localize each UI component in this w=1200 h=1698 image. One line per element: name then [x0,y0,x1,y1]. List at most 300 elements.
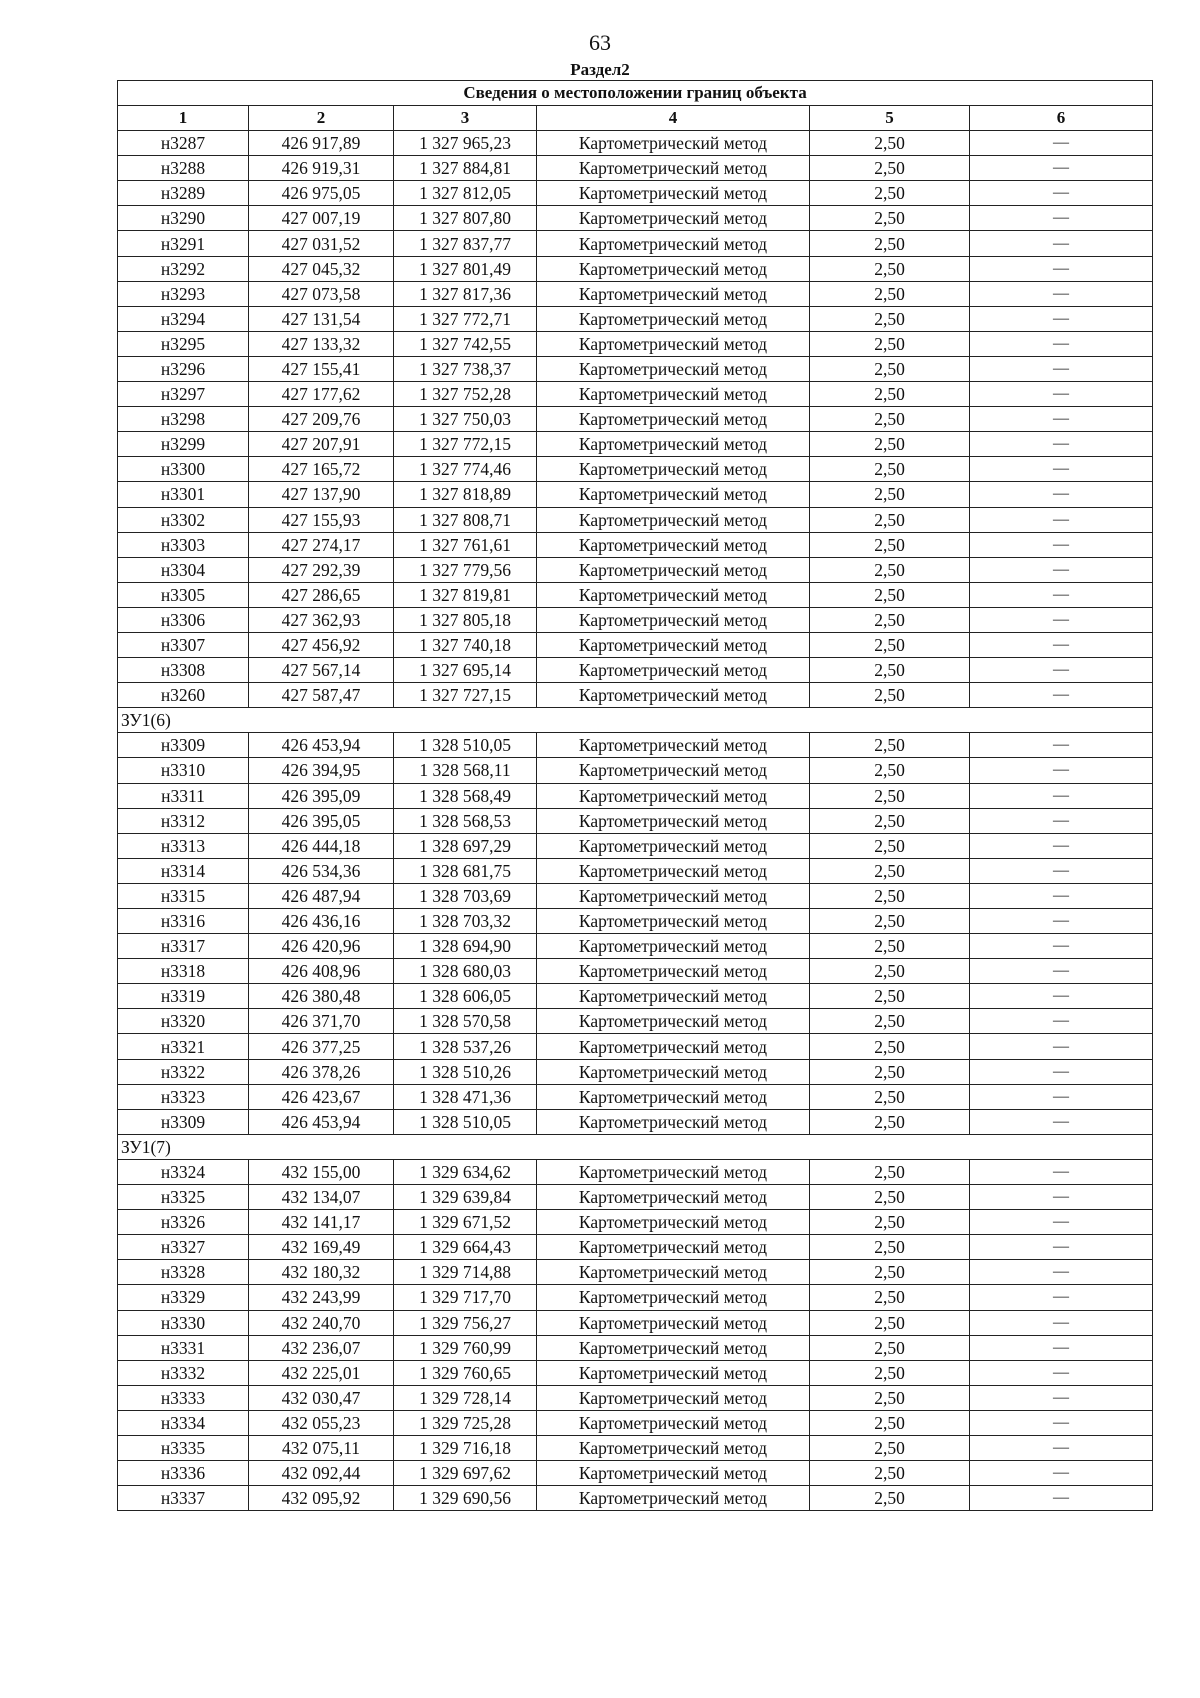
point-id-cell: н3316 [118,909,249,934]
note-cell: — [970,808,1153,833]
method-cell: Картометрический метод [537,306,810,331]
x-coordinate-cell: 426 394,95 [249,758,394,783]
table-row [118,1009,1153,1034]
x-coordinate-cell: 432 180,32 [249,1260,394,1285]
point-id-cell: н3309 [118,1109,249,1134]
table-row [118,407,1153,432]
accuracy-cell: 2,50 [810,632,970,657]
method-cell: Картометрический метод [537,1335,810,1360]
note-cell: — [970,758,1153,783]
point-id-cell: н3296 [118,356,249,381]
point-id-cell: н3317 [118,934,249,959]
point-id-cell: н3326 [118,1210,249,1235]
x-coordinate-cell: 427 567,14 [249,658,394,683]
point-id-cell: н3319 [118,984,249,1009]
accuracy-cell: 2,50 [810,658,970,683]
y-coordinate-cell: 1 329 728,14 [394,1385,537,1410]
note-cell: — [970,281,1153,306]
note-cell: — [970,1360,1153,1385]
table-row [118,1385,1153,1410]
method-cell: Картометрический метод [537,256,810,281]
x-coordinate-cell: 426 436,16 [249,909,394,934]
y-coordinate-cell: 1 327 772,71 [394,306,537,331]
point-id-cell: н3323 [118,1084,249,1109]
x-coordinate-cell: 427 073,58 [249,281,394,306]
y-coordinate-cell: 1 328 606,05 [394,984,537,1009]
accuracy-cell: 2,50 [810,1310,970,1335]
method-cell: Картометрический метод [537,758,810,783]
table-row [118,181,1153,206]
x-coordinate-cell: 427 362,93 [249,607,394,632]
table-row [118,1310,1153,1335]
note-cell: — [970,432,1153,457]
note-cell: — [970,683,1153,708]
y-coordinate-cell: 1 328 510,05 [394,733,537,758]
accuracy-cell: 2,50 [810,783,970,808]
y-coordinate-cell: 1 328 694,90 [394,934,537,959]
table-row [118,1235,1153,1260]
method-cell: Картометрический метод [537,733,810,758]
accuracy-cell: 2,50 [810,482,970,507]
method-cell: Картометрический метод [537,959,810,984]
note-cell: — [970,1159,1153,1184]
note-cell: — [970,1034,1153,1059]
point-id-cell: н3303 [118,532,249,557]
y-coordinate-cell: 1 329 664,43 [394,1235,537,1260]
point-id-cell: н3311 [118,783,249,808]
point-id-cell: н3260 [118,683,249,708]
group-row [118,1134,1153,1159]
note-cell: — [970,331,1153,356]
note-cell: — [970,959,1153,984]
table-row [118,507,1153,532]
point-id-cell: н3330 [118,1310,249,1335]
accuracy-cell: 2,50 [810,1059,970,1084]
x-coordinate-cell: 426 423,67 [249,1084,394,1109]
accuracy-cell: 2,50 [810,733,970,758]
accuracy-cell: 2,50 [810,934,970,959]
accuracy-cell: 2,50 [810,833,970,858]
point-id-cell: н3328 [118,1260,249,1285]
table-row [118,1034,1153,1059]
x-coordinate-cell: 426 534,36 [249,858,394,883]
x-coordinate-cell: 426 408,96 [249,959,394,984]
note-cell: — [970,607,1153,632]
table-header-row [118,106,1153,131]
note-cell: — [970,1235,1153,1260]
point-id-cell: н3292 [118,256,249,281]
note-cell: — [970,1210,1153,1235]
x-coordinate-cell: 432 243,99 [249,1285,394,1310]
point-id-cell: н3287 [118,131,249,156]
method-cell: Картометрический метод [537,808,810,833]
x-coordinate-cell: 427 286,65 [249,582,394,607]
method-cell: Картометрический метод [537,909,810,934]
table-row [118,883,1153,908]
y-coordinate-cell: 1 329 725,28 [394,1410,537,1435]
table-row [118,557,1153,582]
point-id-cell: н3314 [118,858,249,883]
accuracy-cell: 2,50 [810,808,970,833]
table-row [118,432,1153,457]
y-coordinate-cell: 1 327 808,71 [394,507,537,532]
accuracy-cell: 2,50 [810,256,970,281]
point-id-cell: н3305 [118,582,249,607]
note-cell: — [970,1009,1153,1034]
accuracy-cell: 2,50 [810,1385,970,1410]
x-coordinate-cell: 426 919,31 [249,156,394,181]
y-coordinate-cell: 1 327 818,89 [394,482,537,507]
table-row [118,582,1153,607]
note-cell: — [970,858,1153,883]
table-row [118,1260,1153,1285]
accuracy-cell: 2,50 [810,858,970,883]
table-row [118,156,1153,181]
method-cell: Картометрический метод [537,557,810,582]
x-coordinate-cell: 427 137,90 [249,482,394,507]
accuracy-cell: 2,50 [810,683,970,708]
method-cell: Картометрический метод [537,1260,810,1285]
method-cell: Картометрический метод [537,1285,810,1310]
method-cell: Картометрический метод [537,883,810,908]
method-cell: Картометрический метод [537,432,810,457]
accuracy-cell: 2,50 [810,1435,970,1460]
accuracy-cell: 2,50 [810,231,970,256]
x-coordinate-cell: 432 030,47 [249,1385,394,1410]
accuracy-cell: 2,50 [810,1159,970,1184]
x-coordinate-cell: 427 165,72 [249,457,394,482]
method-cell: Картометрический метод [537,331,810,356]
x-coordinate-cell: 432 155,00 [249,1159,394,1184]
accuracy-cell: 2,50 [810,432,970,457]
y-coordinate-cell: 1 329 760,65 [394,1360,537,1385]
method-cell: Картометрический метод [537,131,810,156]
note-cell: — [970,632,1153,657]
x-coordinate-cell: 432 169,49 [249,1235,394,1260]
y-coordinate-cell: 1 329 690,56 [394,1486,537,1511]
y-coordinate-cell: 1 327 772,15 [394,432,537,457]
y-coordinate-cell: 1 327 752,28 [394,382,537,407]
x-coordinate-cell: 427 456,92 [249,632,394,657]
y-coordinate-cell: 1 328 537,26 [394,1034,537,1059]
column-header-2: 2 [249,106,394,131]
group-label: ЗУ1(7) [118,1134,1153,1159]
y-coordinate-cell: 1 327 738,37 [394,356,537,381]
y-coordinate-cell: 1 327 805,18 [394,607,537,632]
accuracy-cell: 2,50 [810,131,970,156]
x-coordinate-cell: 432 141,17 [249,1210,394,1235]
x-coordinate-cell: 432 134,07 [249,1185,394,1210]
method-cell: Картометрический метод [537,231,810,256]
table-row [118,231,1153,256]
y-coordinate-cell: 1 327 812,05 [394,181,537,206]
point-id-cell: н3293 [118,281,249,306]
point-id-cell: н3312 [118,808,249,833]
accuracy-cell: 2,50 [810,557,970,582]
table-row [118,1486,1153,1511]
table-row [118,206,1153,231]
point-id-cell: н3299 [118,432,249,457]
point-id-cell: н3290 [118,206,249,231]
method-cell: Картометрический метод [537,1235,810,1260]
table-row [118,1360,1153,1385]
y-coordinate-cell: 1 328 568,53 [394,808,537,833]
method-cell: Картометрический метод [537,683,810,708]
table-row [118,256,1153,281]
point-id-cell: н3331 [118,1335,249,1360]
x-coordinate-cell: 432 092,44 [249,1461,394,1486]
accuracy-cell: 2,50 [810,1486,970,1511]
section-title: Раздел2 [570,60,630,79]
y-coordinate-cell: 1 328 510,05 [394,1109,537,1134]
note-cell: — [970,206,1153,231]
accuracy-cell: 2,50 [810,1210,970,1235]
table-row [118,382,1153,407]
y-coordinate-cell: 1 327 779,56 [394,557,537,582]
y-coordinate-cell: 1 329 717,70 [394,1285,537,1310]
table-row [118,683,1153,708]
y-coordinate-cell: 1 328 568,49 [394,783,537,808]
y-coordinate-cell: 1 329 634,62 [394,1159,537,1184]
y-coordinate-cell: 1 329 760,99 [394,1335,537,1360]
accuracy-cell: 2,50 [810,356,970,381]
accuracy-cell: 2,50 [810,1109,970,1134]
accuracy-cell: 2,50 [810,156,970,181]
y-coordinate-cell: 1 327 750,03 [394,407,537,432]
x-coordinate-cell: 427 209,76 [249,407,394,432]
point-id-cell: н3324 [118,1159,249,1184]
accuracy-cell: 2,50 [810,407,970,432]
accuracy-cell: 2,50 [810,457,970,482]
x-coordinate-cell: 427 045,32 [249,256,394,281]
note-cell: — [970,1285,1153,1310]
x-coordinate-cell: 427 155,41 [249,356,394,381]
method-cell: Картометрический метод [537,632,810,657]
table-row [118,733,1153,758]
accuracy-cell: 2,50 [810,883,970,908]
x-coordinate-cell: 427 031,52 [249,231,394,256]
y-coordinate-cell: 1 328 681,75 [394,858,537,883]
point-id-cell: н3295 [118,331,249,356]
method-cell: Картометрический метод [537,1009,810,1034]
y-coordinate-cell: 1 327 965,23 [394,131,537,156]
point-id-cell: н3309 [118,733,249,758]
method-cell: Картометрический метод [537,984,810,1009]
y-coordinate-cell: 1 328 697,29 [394,833,537,858]
column-header-3: 3 [394,106,537,131]
y-coordinate-cell: 1 327 740,18 [394,632,537,657]
table-row [118,632,1153,657]
note-cell: — [970,407,1153,432]
method-cell: Картометрический метод [537,1385,810,1410]
note-cell: — [970,131,1153,156]
y-coordinate-cell: 1 328 703,69 [394,883,537,908]
note-cell: — [970,457,1153,482]
boundary-coordinates-table [117,80,1153,1511]
table-row [118,1084,1153,1109]
table-row [118,281,1153,306]
note-cell: — [970,482,1153,507]
method-cell: Картометрический метод [537,1461,810,1486]
method-cell: Картометрический метод [537,1084,810,1109]
table-row [118,1285,1153,1310]
column-header-5: 5 [810,106,970,131]
x-coordinate-cell: 426 377,25 [249,1034,394,1059]
x-coordinate-cell: 427 207,91 [249,432,394,457]
method-cell: Картометрический метод [537,382,810,407]
x-coordinate-cell: 426 378,26 [249,1059,394,1084]
method-cell: Картометрический метод [537,783,810,808]
table-row [118,934,1153,959]
table-row [118,1159,1153,1184]
note-cell: — [970,1260,1153,1285]
accuracy-cell: 2,50 [810,1260,970,1285]
table-row [118,984,1153,1009]
note-cell: — [970,1059,1153,1084]
method-cell: Картометрический метод [537,1435,810,1460]
x-coordinate-cell: 426 395,05 [249,808,394,833]
point-id-cell: н3325 [118,1185,249,1210]
method-cell: Картометрический метод [537,482,810,507]
method-cell: Картометрический метод [537,457,810,482]
y-coordinate-cell: 1 329 714,88 [394,1260,537,1285]
x-coordinate-cell: 427 155,93 [249,507,394,532]
x-coordinate-cell: 427 587,47 [249,683,394,708]
table-row [118,783,1153,808]
method-cell: Картометрический метод [537,507,810,532]
note-cell: — [970,1385,1153,1410]
point-id-cell: н3294 [118,306,249,331]
method-cell: Картометрический метод [537,532,810,557]
note-cell: — [970,582,1153,607]
point-id-cell: н3313 [118,833,249,858]
accuracy-cell: 2,50 [810,331,970,356]
y-coordinate-cell: 1 329 716,18 [394,1435,537,1460]
y-coordinate-cell: 1 327 807,80 [394,206,537,231]
note-cell: — [970,833,1153,858]
point-id-cell: н3304 [118,557,249,582]
x-coordinate-cell: 432 075,11 [249,1435,394,1460]
table-row [118,131,1153,156]
table-row [118,457,1153,482]
y-coordinate-cell: 1 328 510,26 [394,1059,537,1084]
point-id-cell: н3327 [118,1235,249,1260]
method-cell: Картометрический метод [537,1059,810,1084]
y-coordinate-cell: 1 329 639,84 [394,1185,537,1210]
column-header-6: 6 [970,106,1153,131]
x-coordinate-cell: 426 395,09 [249,783,394,808]
table-row [118,808,1153,833]
method-cell: Картометрический метод [537,1109,810,1134]
table-row [118,758,1153,783]
method-cell: Картометрический метод [537,356,810,381]
x-coordinate-cell: 432 095,92 [249,1486,394,1511]
table-row [118,607,1153,632]
accuracy-cell: 2,50 [810,909,970,934]
note-cell: — [970,658,1153,683]
y-coordinate-cell: 1 328 568,11 [394,758,537,783]
table-row [118,1335,1153,1360]
method-cell: Картометрический метод [537,281,810,306]
note-cell: — [970,356,1153,381]
group-label: ЗУ1(6) [118,708,1153,733]
x-coordinate-cell: 426 487,94 [249,883,394,908]
table-row [118,306,1153,331]
point-id-cell: н3322 [118,1059,249,1084]
note-cell: — [970,382,1153,407]
table-row [118,909,1153,934]
method-cell: Картометрический метод [537,1360,810,1385]
table-row [118,482,1153,507]
method-cell: Картометрический метод [537,934,810,959]
accuracy-cell: 2,50 [810,959,970,984]
point-id-cell: н3297 [118,382,249,407]
method-cell: Картометрический метод [537,658,810,683]
y-coordinate-cell: 1 327 742,55 [394,331,537,356]
page-number: 63 [589,30,611,55]
table-row [118,532,1153,557]
table-row [118,1059,1153,1084]
accuracy-cell: 2,50 [810,1009,970,1034]
table-row [118,1435,1153,1460]
point-id-cell: н3300 [118,457,249,482]
note-cell: — [970,934,1153,959]
method-cell: Картометрический метод [537,582,810,607]
y-coordinate-cell: 1 329 756,27 [394,1310,537,1335]
method-cell: Картометрический метод [537,206,810,231]
x-coordinate-cell: 426 453,94 [249,1109,394,1134]
y-coordinate-cell: 1 327 837,77 [394,231,537,256]
point-id-cell: н3333 [118,1385,249,1410]
note-cell: — [970,883,1153,908]
method-cell: Картометрический метод [537,1486,810,1511]
y-coordinate-cell: 1 329 697,62 [394,1461,537,1486]
y-coordinate-cell: 1 327 774,46 [394,457,537,482]
x-coordinate-cell: 426 420,96 [249,934,394,959]
method-cell: Картометрический метод [537,156,810,181]
y-coordinate-cell: 1 328 680,03 [394,959,537,984]
note-cell: — [970,532,1153,557]
point-id-cell: н3289 [118,181,249,206]
y-coordinate-cell: 1 327 761,61 [394,532,537,557]
note-cell: — [970,1435,1153,1460]
x-coordinate-cell: 432 055,23 [249,1410,394,1435]
point-id-cell: н3310 [118,758,249,783]
y-coordinate-cell: 1 327 817,36 [394,281,537,306]
x-coordinate-cell: 427 133,32 [249,331,394,356]
x-coordinate-cell: 427 292,39 [249,557,394,582]
method-cell: Картометрический метод [537,407,810,432]
y-coordinate-cell: 1 328 703,32 [394,909,537,934]
note-cell: — [970,783,1153,808]
y-coordinate-cell: 1 329 671,52 [394,1210,537,1235]
table-row [118,331,1153,356]
note-cell: — [970,1310,1153,1335]
note-cell: — [970,181,1153,206]
point-id-cell: н3301 [118,482,249,507]
accuracy-cell: 2,50 [810,1235,970,1260]
point-id-cell: н3288 [118,156,249,181]
accuracy-cell: 2,50 [810,532,970,557]
group-row [118,708,1153,733]
x-coordinate-cell: 426 917,89 [249,131,394,156]
point-id-cell: н3315 [118,883,249,908]
x-coordinate-cell: 426 975,05 [249,181,394,206]
point-id-cell: н3291 [118,231,249,256]
x-coordinate-cell: 427 007,19 [249,206,394,231]
method-cell: Картометрический метод [537,607,810,632]
y-coordinate-cell: 1 327 695,14 [394,658,537,683]
